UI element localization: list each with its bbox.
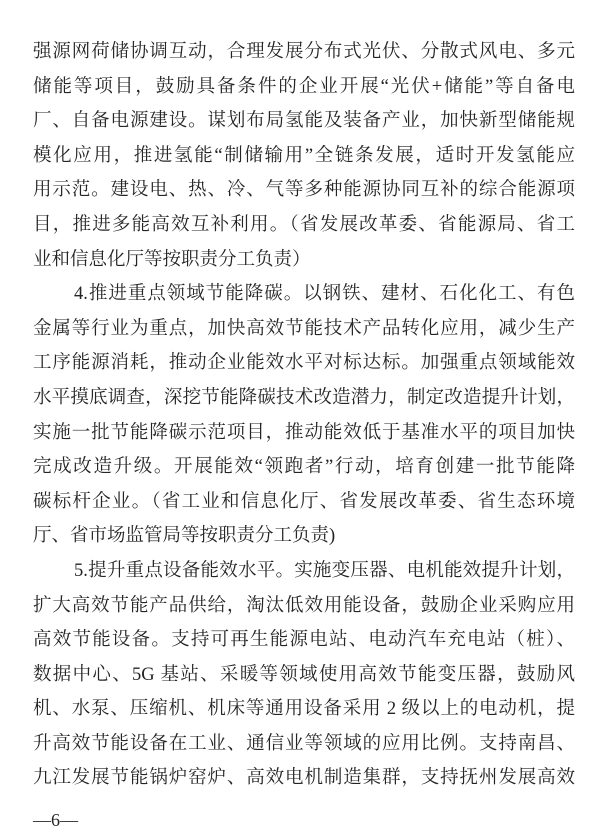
text-line: 厂、自备电源建设。谋划布局氢能及装备产业，加快新型储能规 xyxy=(33,111,575,132)
text-line: 实施一批节能降碳示范项目，推动能效低于基准水平的项目加快 xyxy=(33,422,575,443)
text-line: 4.推进重点领域节能降碳。以钢铁、建材、石化化工、有色 xyxy=(74,284,575,305)
text-line: 厅、省市场监管局等按职责分工负责) xyxy=(33,526,336,547)
text-line: 目，推进多能高效互补利用。（省发展改革委、省能源局、省工 xyxy=(33,214,575,235)
text-line: 强源网荷储协调互动，合理发展分布式光伏、分散式风电、多元 xyxy=(33,42,575,62)
text-line: 水平摸底调查，深挖节能降碳技术改造潜力，制定改造提升计划， xyxy=(33,387,575,408)
text-line: 5.提升重点设备能效水平。实施变压器、电机能效提升计划， xyxy=(74,560,575,581)
text-line: 储能等项目，鼓励具备条件的企业开展“光伏+储能”等自备电 xyxy=(33,76,575,97)
text-line: 高效节能设备。支持可再生能源电站、电动汽车充电站（桩）、 xyxy=(33,630,575,651)
text-line: 金属等行业为重点，加快高效节能技术产品转化应用，减少生产 xyxy=(33,318,575,339)
text-line: 业和信息化厅等按职责分工负责） xyxy=(33,249,311,270)
text-line: 扩大高效节能产品供给，淘汰低效用能设备，鼓励企业采购应用 xyxy=(33,595,575,616)
text-line: 九江发展节能锅炉窑炉、高效电机制造集群，支持抚州发展高效 xyxy=(33,768,575,789)
document-body xyxy=(33,35,575,796)
text-line: 数据中心、5G 基站、采暖等领域使用高效节能变压器，鼓励风 xyxy=(33,664,575,685)
page-number: —6— xyxy=(33,810,78,830)
text-line: 完成改造升级。开展能效“领跑者”行动，培育创建一批节能降 xyxy=(33,457,575,478)
text-line: 模化应用，推进氢能“制储输用”全链条发展，适时开发氢能应 xyxy=(33,145,575,166)
page-footer xyxy=(33,808,78,832)
text-line: 升高效节能设备在工业、通信业等领域的应用比例。支持南昌、 xyxy=(33,733,575,754)
text-line: 工序能源消耗，推动企业能效水平对标达标。加强重点领域能效 xyxy=(33,353,575,374)
text-line: 用示范。建设电、热、冷、气等多种能源协同互补的综合能源项 xyxy=(33,180,575,201)
text-line: 碳标杆企业。（省工业和信息化厅、省发展改革委、省生态环境 xyxy=(33,491,575,512)
text-line: 机、水泵、压缩机、机床等通用设备采用 2 级以上的电动机，提 xyxy=(33,699,575,720)
